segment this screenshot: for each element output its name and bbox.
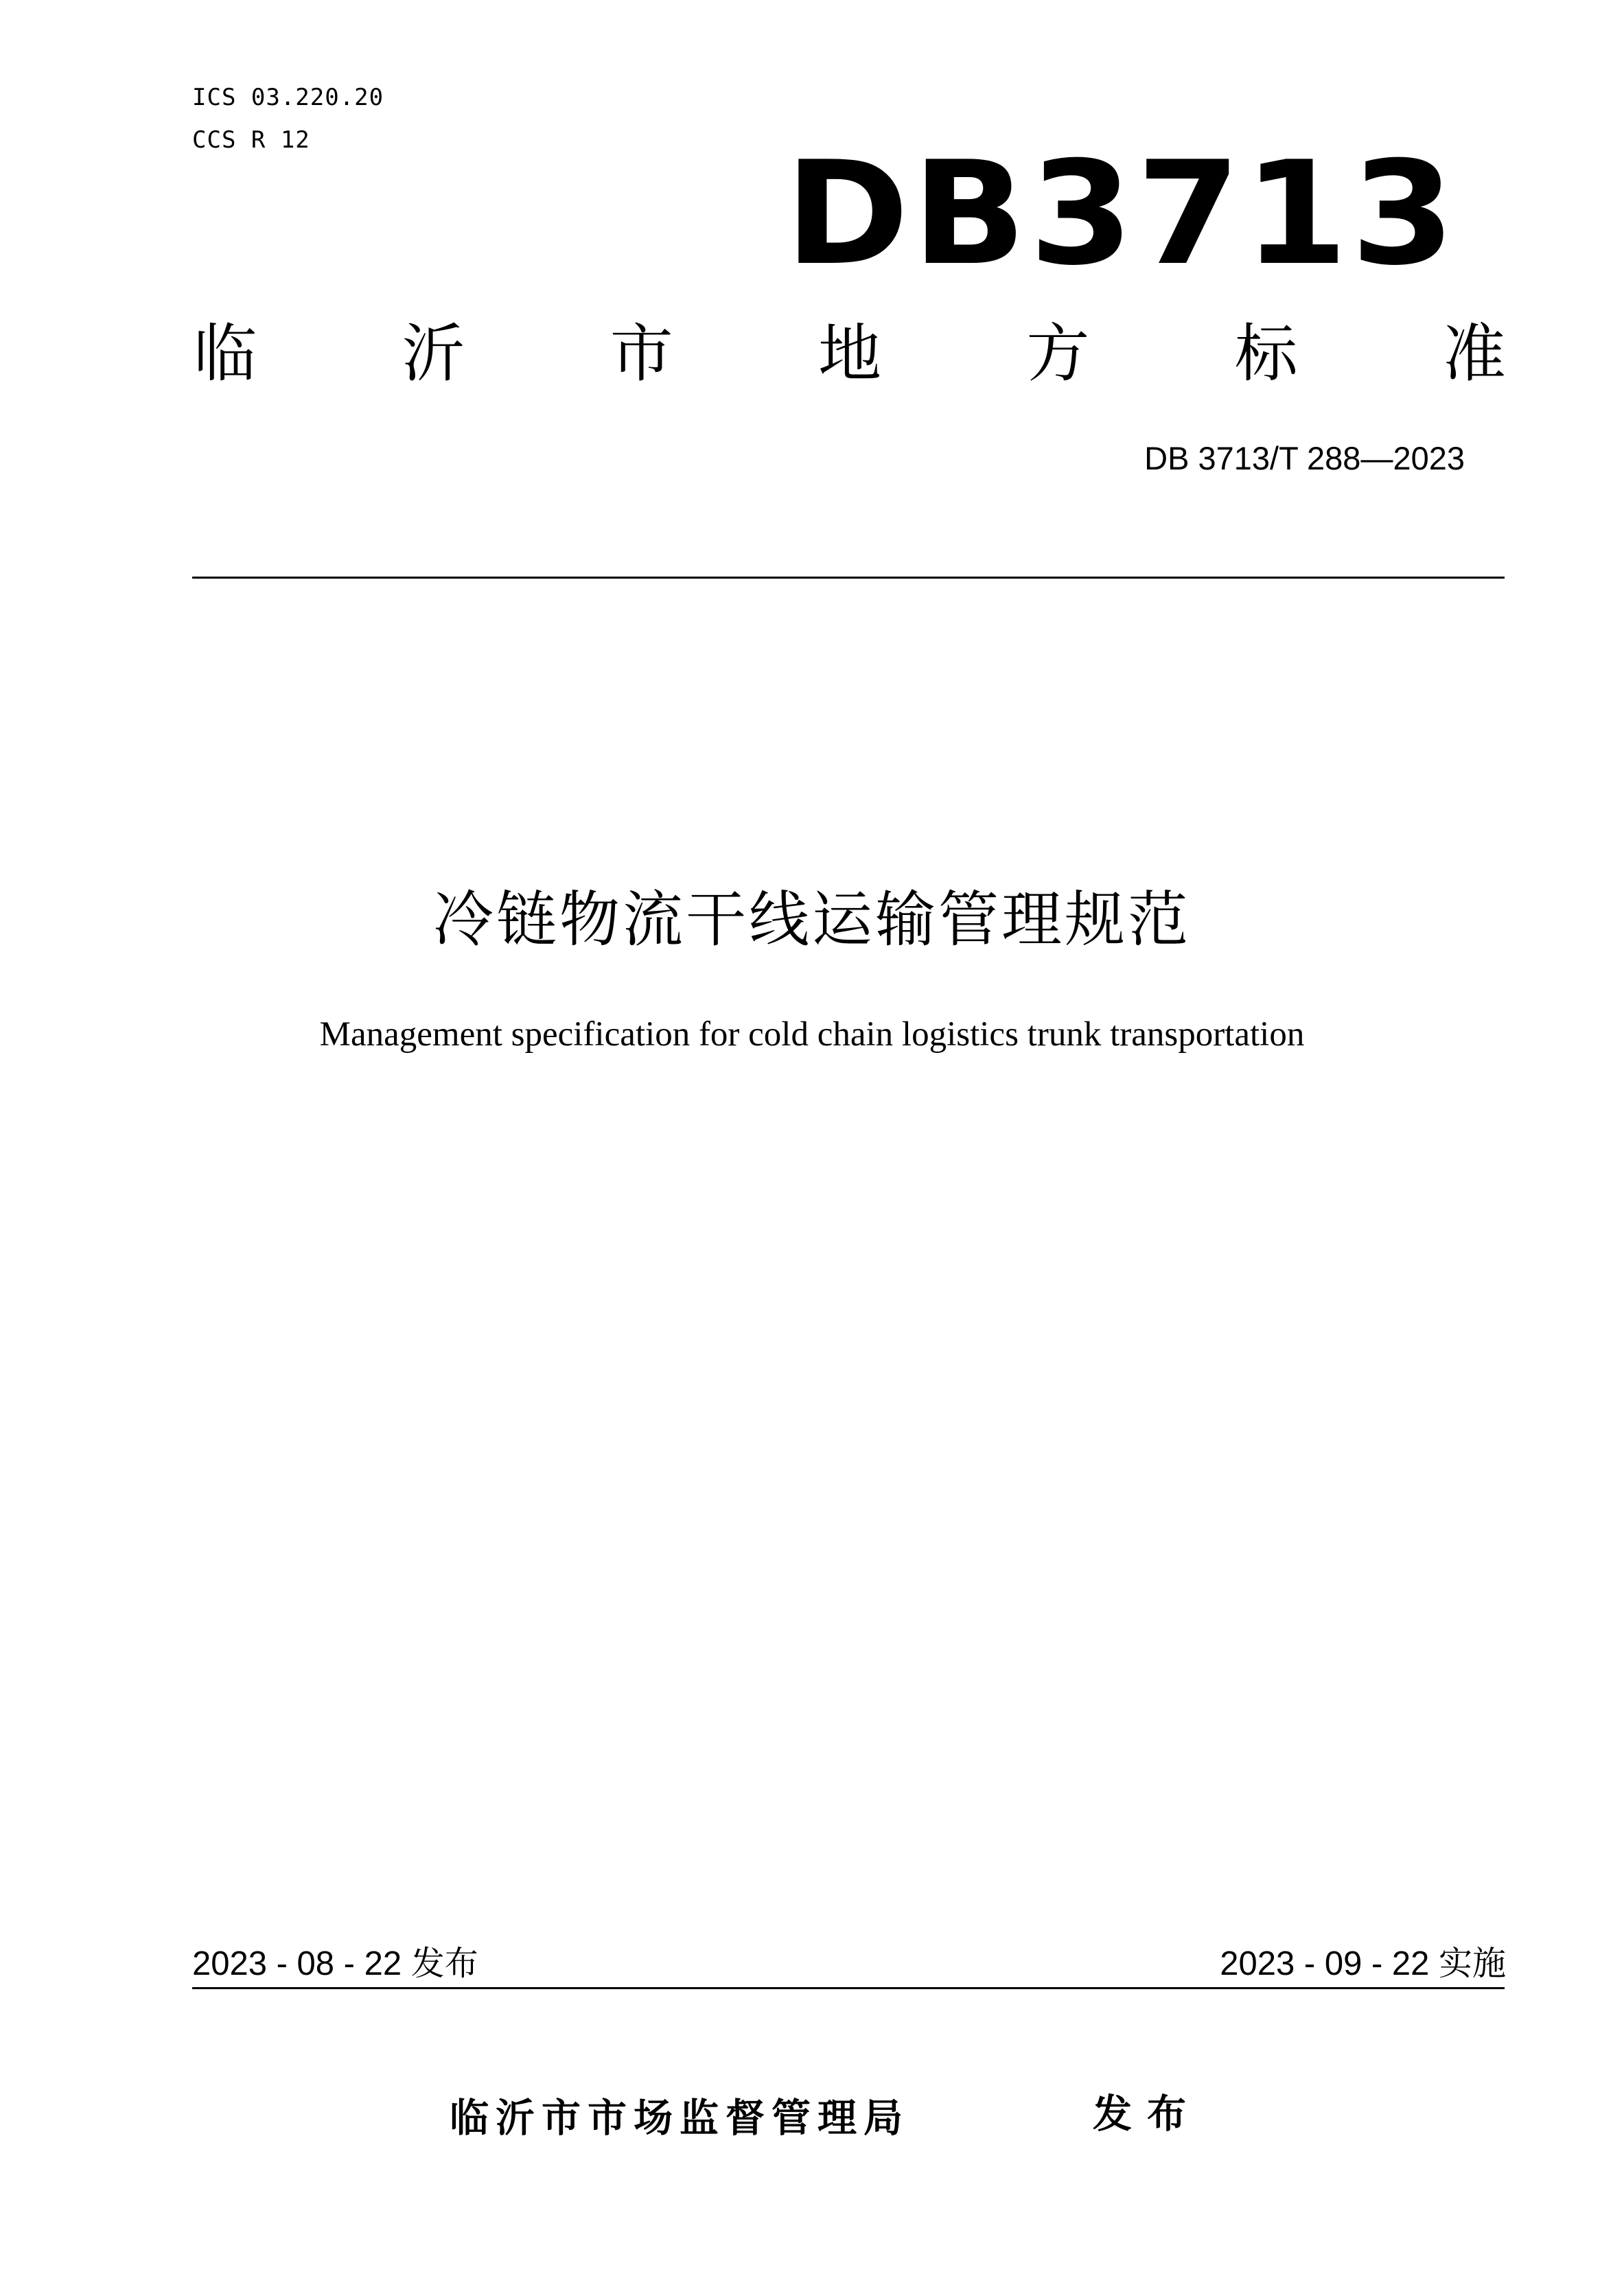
title-chinese: 冷链物流干线运输管理规范	[432, 884, 1191, 955]
standard-type-char: 标	[1234, 317, 1298, 391]
publish-label: 发布	[1093, 2091, 1201, 2137]
top-divider	[192, 577, 1505, 579]
standard-number: DB 3713/T 288—2023	[1144, 440, 1465, 476]
standard-type-char: 方	[1026, 317, 1090, 391]
standard-type-char: 准	[1442, 317, 1506, 391]
standard-code-logo: DB3713	[785, 131, 1458, 297]
standard-type-char: 市	[610, 317, 673, 391]
ics-code: ICS 03.220.20	[192, 84, 384, 111]
publisher-name: 临沂市市场监督管理局	[450, 2096, 909, 2141]
title-english: Management specification for cold chain logistics trunk transportation	[319, 1015, 1305, 1054]
implementation-date: 2023 - 09 - 22 实施	[1220, 1945, 1506, 1982]
standard-type-char: 临	[194, 317, 257, 391]
issue-date: 2023 - 08 - 22 发布	[192, 1945, 478, 1982]
standard-type-heading	[194, 313, 1506, 395]
standard-type-char: 地	[817, 317, 881, 391]
standard-type-char: 沂	[402, 317, 465, 391]
ccs-code: CCS R 12	[192, 126, 310, 154]
bottom-divider	[192, 1987, 1505, 1989]
